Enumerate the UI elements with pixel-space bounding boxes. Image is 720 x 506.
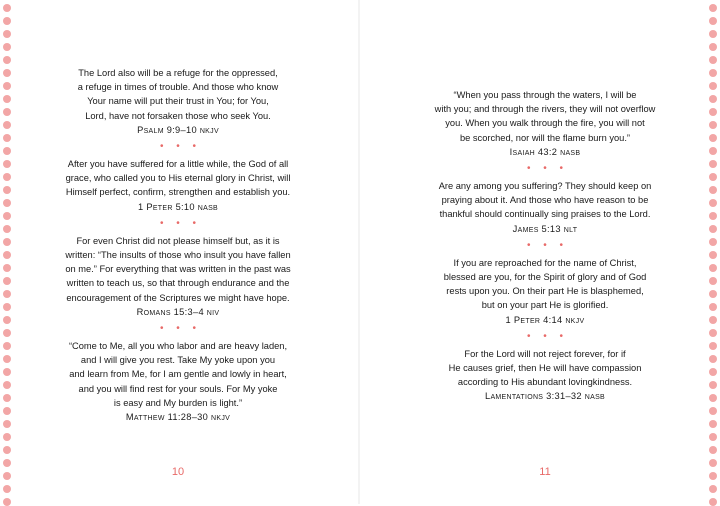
border-dot xyxy=(3,355,11,363)
verse-text: For the Lord will not reject forever, for if He causes grief, then He will have compassion according to His abundant lovingkindness. xyxy=(448,348,642,388)
border-dot xyxy=(3,147,11,155)
border-dot xyxy=(3,30,11,38)
border-dot xyxy=(709,290,717,298)
border-dot xyxy=(709,329,717,337)
border-dot xyxy=(3,329,11,337)
separator-dots: • • • xyxy=(526,163,569,175)
border-dot xyxy=(3,43,11,51)
border-dot xyxy=(3,290,11,298)
page-number: 11 xyxy=(539,466,551,478)
border-dot xyxy=(709,277,717,285)
border-dot xyxy=(3,407,11,415)
border-dot xyxy=(709,316,717,324)
border-dot xyxy=(709,420,717,428)
border-dot xyxy=(3,199,11,207)
border-dot xyxy=(3,95,11,103)
right-page-content xyxy=(400,88,690,404)
border-dot xyxy=(3,264,11,272)
verse-reference: James 5:13 nlt xyxy=(512,223,578,234)
verse-reference: Psalm 9:9–10 nkjv xyxy=(137,124,219,135)
border-dot xyxy=(3,303,11,311)
border-dot xyxy=(709,212,717,220)
border-dot xyxy=(709,30,717,38)
verse-reference: 1 Peter 4:14 nkjv xyxy=(505,314,585,325)
verse-text: “When you pass through the waters, I will be with you; and through the rivers, they will not overflow you. When you walk through the fire, you will not be scorched, nor will the flame burn you.” xyxy=(434,90,656,143)
border-dot xyxy=(3,368,11,376)
border-dot xyxy=(709,407,717,415)
verse-entry xyxy=(400,256,690,327)
border-dot xyxy=(3,420,11,428)
border-dot xyxy=(709,355,717,363)
border-dot xyxy=(709,238,717,246)
page-gutter xyxy=(358,0,360,504)
border-dot xyxy=(3,433,11,441)
border-dot xyxy=(709,303,717,311)
border-dot xyxy=(3,82,11,90)
left-dotted-border xyxy=(0,0,14,504)
border-dot xyxy=(3,251,11,259)
border-dot xyxy=(709,108,717,116)
border-dot xyxy=(709,4,717,12)
separator-dots: • • • xyxy=(159,217,202,229)
page-number: 10 xyxy=(171,466,185,478)
verse-reference: Isaiah 43:2 nasb xyxy=(509,146,581,157)
border-dot xyxy=(709,225,717,233)
separator-dots: • • • xyxy=(526,330,569,342)
verse-text: After you have suffered for a little while, the God of all grace, who called you to His eternal glory in Christ, will Himself perfect, confirm, strengthen and establish you. xyxy=(65,159,291,198)
verse-reference: Lamentations 3:31–32 nasb xyxy=(484,391,606,402)
verse-reference: Romans 15:3–4 niv xyxy=(136,306,220,317)
verse-reference: 1 Peter 5:10 nasb xyxy=(137,201,219,212)
verse-reference: Matthew 11:28–30 nkjv xyxy=(125,412,231,423)
border-dot xyxy=(3,342,11,350)
border-dot xyxy=(709,381,717,389)
separator-dots: • • • xyxy=(526,239,569,251)
separator-dots: • • • xyxy=(159,141,202,153)
border-dot xyxy=(3,498,11,506)
border-dot xyxy=(3,160,11,168)
border-dot xyxy=(709,485,717,493)
border-dot xyxy=(709,251,717,259)
border-dot xyxy=(709,17,717,25)
border-dot xyxy=(3,134,11,142)
right-page xyxy=(400,0,690,504)
border-dot xyxy=(709,342,717,350)
border-dot xyxy=(3,69,11,77)
border-dot xyxy=(3,212,11,220)
verse-entry xyxy=(40,339,316,424)
verse-text: If you are reproached for the name of Christ, blessed are you, for the Spirit of glory and of God rests upon you. On their part He is blasphemed, but on your part He is glorified. xyxy=(443,257,647,311)
border-dot xyxy=(709,446,717,454)
verse-entry xyxy=(40,234,316,319)
border-dot xyxy=(709,498,717,506)
border-dot xyxy=(709,147,717,155)
verse-entry xyxy=(40,157,316,214)
verse-entry xyxy=(40,66,316,137)
verse-text: “Come to Me, all you who labor and are heavy laden, and I will give you rest. Take My yoke upon you and learn from Me, for I am gentle and lowly in heart, and you will find rest for your souls. For My yoke is easy and My burden is light.” xyxy=(68,341,288,408)
border-dot xyxy=(3,446,11,454)
border-dot xyxy=(3,459,11,467)
border-dot xyxy=(709,134,717,142)
left-page-content xyxy=(40,66,316,424)
border-dot xyxy=(3,238,11,246)
border-dot xyxy=(709,160,717,168)
verse-text: For even Christ did not please himself but, as it is written: “The insults of those who insult you have fallen on me.” For everything that was written in the past was written to teach us, so that through endurance and the encouragement of the Scriptures we might have hope. xyxy=(65,235,291,303)
border-dot xyxy=(709,433,717,441)
border-dot xyxy=(3,121,11,129)
border-dot xyxy=(709,186,717,194)
border-dot xyxy=(3,56,11,64)
border-dot xyxy=(3,173,11,181)
border-dot xyxy=(709,95,717,103)
border-dot xyxy=(709,173,717,181)
border-dot xyxy=(3,17,11,25)
border-dot xyxy=(709,368,717,376)
border-dot xyxy=(3,277,11,285)
border-dot xyxy=(3,4,11,12)
verse-entry xyxy=(400,179,690,236)
verse-text: Are any among you suffering? They should keep on praying about it. And those who have reason to be thankful should continually sing praises to the Lord. xyxy=(438,181,652,220)
border-dot xyxy=(709,82,717,90)
border-dot xyxy=(709,43,717,51)
border-dot xyxy=(709,69,717,77)
border-dot xyxy=(709,199,717,207)
verse-entry xyxy=(400,347,690,404)
border-dot xyxy=(3,394,11,402)
border-dot xyxy=(3,485,11,493)
separator-dots: • • • xyxy=(159,323,202,335)
border-dot xyxy=(709,459,717,467)
border-dot xyxy=(3,186,11,194)
right-dotted-border xyxy=(706,0,720,504)
border-dot xyxy=(709,56,717,64)
border-dot xyxy=(709,472,717,480)
verse-text: The Lord also will be a refuge for the oppressed, a refuge in times of trouble. And those who know Your name will put their trust in You; for You, Lord, have not forsaken those who seek You. xyxy=(77,68,279,121)
verse-entry xyxy=(400,88,690,159)
border-dot xyxy=(3,316,11,324)
left-page xyxy=(40,0,316,504)
border-dot xyxy=(709,121,717,129)
border-dot xyxy=(3,225,11,233)
border-dot xyxy=(709,394,717,402)
border-dot xyxy=(3,472,11,480)
border-dot xyxy=(709,264,717,272)
border-dot xyxy=(3,108,11,116)
border-dot xyxy=(3,381,11,389)
